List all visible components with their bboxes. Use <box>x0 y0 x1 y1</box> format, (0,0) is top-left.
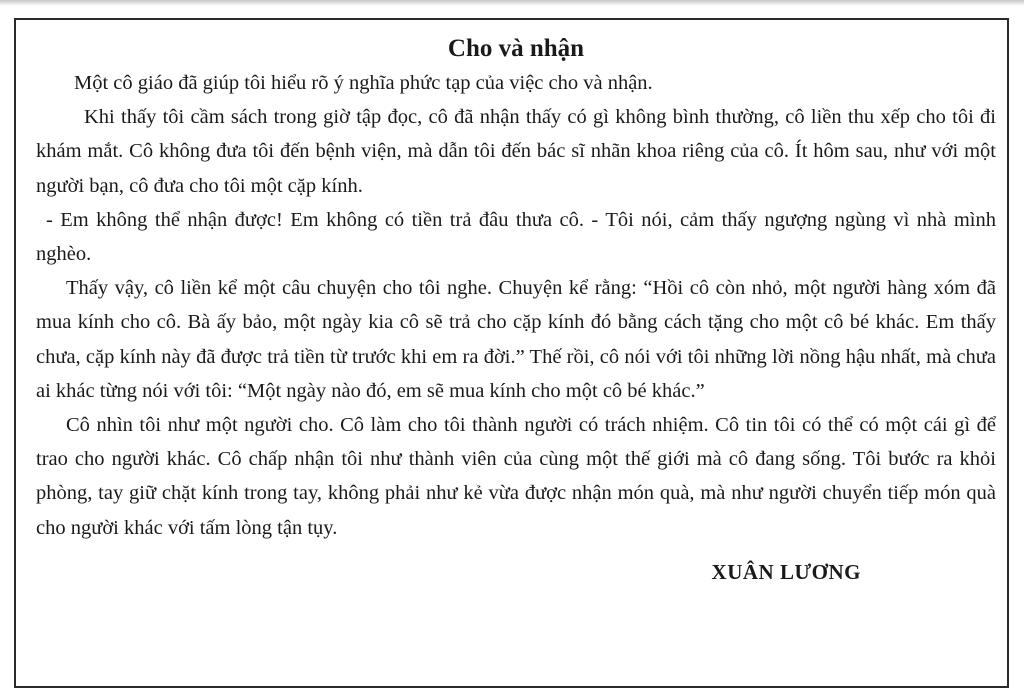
story-title: Cho và nhận <box>447 35 585 62</box>
paragraph-refusal: - Em không thể nhận được! Em không có tiền trả đâu thưa cô. - Tôi nói, cảm thấy ngượng ngùng vì nhà mình nghèo. <box>36 208 996 266</box>
top-edge-strip <box>0 0 1024 6</box>
story-author: XUÂN LƯƠNG <box>711 559 861 584</box>
story-content <box>36 32 996 589</box>
story-frame <box>14 18 1009 688</box>
paragraph-conclusion: Cô nhìn tôi như một người cho. Cô làm cho tôi thành người có trách nhiệm. Cô tin tôi có thể có một cái gì để trao cho người khác. Cô chấp nhận tôi như thành viên của cùng một thế giới mà cô đang sống. Tôi bước ra khỏi phòng, tay giữ chặt kính trong tay, không phải như kẻ vừa được nhận món quà, mà như người chuyển tiếp món quà cho người khác với tấm lòng tận tụy. <box>36 414 996 539</box>
paragraph-eye-exam: Khi thấy tôi cầm sách trong giờ tập đọc, cô đã nhận thấy có gì không bình thường, cô liền thu xếp cho tôi đi khám mắt. Cô không đưa tôi đến bệnh viện, mà dẫn tôi đến bác sĩ nhãn khoa riêng của cô. Ít hôm sau, như với một người bạn, cô đưa cho tôi một cặp kính. <box>36 106 996 197</box>
paragraph-story: Thấy vậy, cô liền kể một câu chuyện cho tôi nghe. Chuyện kể rằng: “Hồi cô còn nhỏ, một người hàng xóm đã mua kính cho cô. Bà ấy bảo, một ngày kia cô sẽ trả cho cặp kính đó bằng cách tặng cho một cô bé khác. Em thấy chưa, cặp kính này đã được trả tiền từ trước khi em ra đời.” Thế rồi, cô nói với tôi những lời nồng hậu nhất, mà chưa ai khác từng nói với tôi: “Một ngày nào đó, em sẽ mua kính cho một cô bé khác.” <box>36 277 996 402</box>
paragraph-intro: Một cô giáo đã giúp tôi hiểu rõ ý nghĩa phức tạp của việc cho và nhận. <box>74 72 653 94</box>
